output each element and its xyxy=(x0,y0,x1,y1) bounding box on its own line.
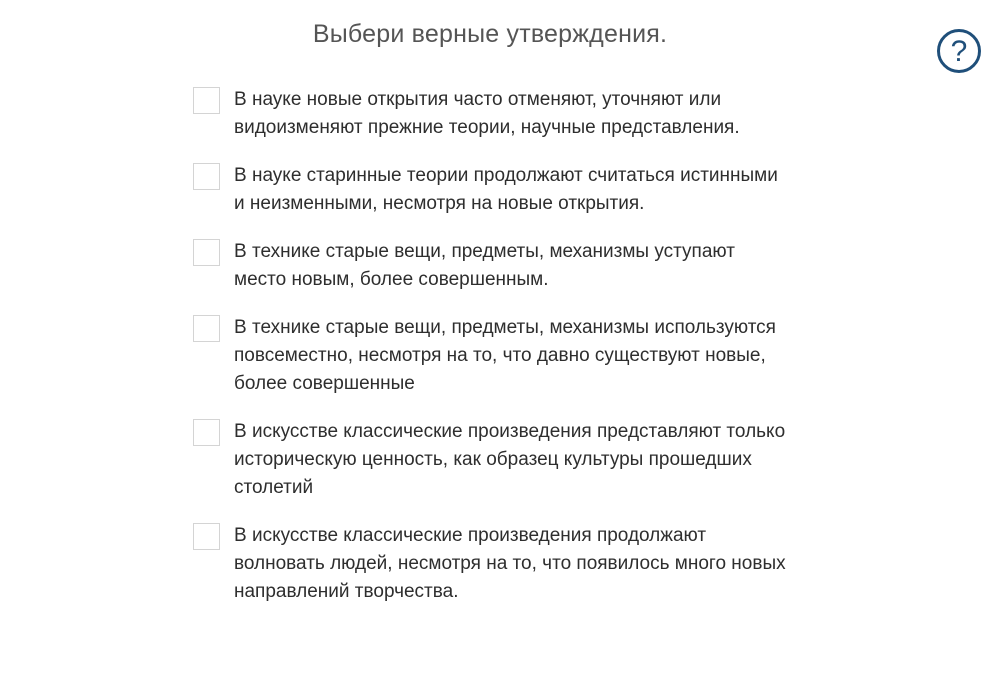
option-item-2[interactable] xyxy=(193,162,793,218)
option-item-4[interactable] xyxy=(193,314,793,398)
option-text-2: В науке старинные теории продолжают считаться истинными и неизменными, несмотря на новые открытия. xyxy=(234,165,778,214)
option-item-3[interactable] xyxy=(193,238,793,294)
option-checkbox-2[interactable] xyxy=(193,163,220,190)
option-item-6[interactable] xyxy=(193,522,793,606)
question-title: Выбери верные утверждения. xyxy=(312,20,668,48)
option-item-1[interactable] xyxy=(193,86,793,142)
option-checkbox-4[interactable] xyxy=(193,315,220,342)
help-question-icon: ? xyxy=(950,34,968,68)
option-text-5: В искусстве классические произведения представляют только историческую ценность, как образец культуры прошедших столетий xyxy=(234,421,786,498)
option-checkbox-3[interactable] xyxy=(193,239,220,266)
option-text-3: В технике старые вещи, предметы, механизмы уступают место новым, более совершенным. xyxy=(234,241,735,290)
option-text-4: В технике старые вещи, предметы, механизмы используются повсеместно, несмотря на то, что давно существуют новые, более совершенные xyxy=(234,317,776,394)
help-button[interactable] xyxy=(937,29,981,73)
option-checkbox-5[interactable] xyxy=(193,419,220,446)
option-item-5[interactable] xyxy=(193,418,793,502)
option-text-1: В науке новые открытия часто отменяют, уточняют или видоизменяют прежние теории, научные представления. xyxy=(234,89,740,138)
option-checkbox-6[interactable] xyxy=(193,523,220,550)
option-text-6: В искусстве классические произведения продолжают волновать людей, несмотря на то, что появилось много новых направлений творчества. xyxy=(234,525,786,602)
option-checkbox-1[interactable] xyxy=(193,87,220,114)
options-list xyxy=(193,86,793,626)
